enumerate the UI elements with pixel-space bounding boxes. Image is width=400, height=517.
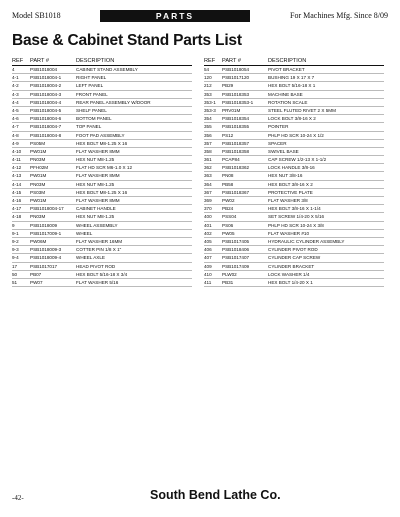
- col-part-header: PART #: [30, 58, 49, 64]
- table-row: [12, 189, 192, 197]
- parts-table-left: [12, 57, 192, 287]
- table-row: [12, 238, 192, 246]
- cell-part: PB31: [222, 279, 234, 285]
- cell-desc: HEX BOLT 5/16-18 X 1: [268, 83, 316, 89]
- cell-part: PB29: [222, 83, 234, 89]
- cell-desc: COTTER PIN 1/8 X 1": [76, 247, 122, 253]
- cell-desc: CYLINDER BRACKET: [268, 263, 315, 269]
- table-row: [204, 271, 384, 279]
- cell-desc: FLAT WASHER 16MM: [76, 238, 123, 244]
- table-header: [204, 57, 384, 66]
- cell-part: PB58: [222, 181, 234, 187]
- cell-part: PSB1018353: [222, 91, 250, 97]
- cell-desc: HEX BOLT 3/8-16 X 2: [268, 181, 313, 187]
- table-row: [204, 279, 384, 287]
- cell-desc: PHLP HD SCR 10-24 X 3/8: [268, 222, 324, 228]
- cell-desc: PIVOT BRACKET: [268, 67, 305, 72]
- table-row: [12, 91, 192, 99]
- cell-part: PCAP84: [222, 157, 240, 163]
- cell-part: PFH02M: [30, 165, 49, 171]
- cell-desc: REAR PANEL ASSEMBLY W/DOOR: [76, 99, 151, 105]
- cell-ref: 4-12: [12, 165, 22, 171]
- cell-part: PSB1018406: [222, 247, 250, 253]
- cell-part: PSB1018353-1: [222, 99, 254, 105]
- cell-part: PW07: [30, 279, 43, 285]
- cell-ref: 370: [204, 206, 212, 212]
- table-row: [12, 140, 192, 148]
- table-row: [204, 123, 384, 131]
- cell-desc: SET SCREW 1/4-20 X 5/16: [268, 214, 325, 220]
- table-row: [204, 181, 384, 189]
- cell-part: PSB1017409: [222, 263, 250, 269]
- table-row: [12, 197, 192, 205]
- cell-desc: CAP SCREW 1/2-13 X 1-1/2: [268, 157, 327, 163]
- table-row: [204, 230, 384, 238]
- cell-ref: 355: [204, 124, 212, 130]
- cell-ref: 407: [204, 255, 212, 261]
- cell-ref: 4-15: [12, 189, 22, 195]
- cell-desc: PROTECTIVE PLATE: [268, 189, 313, 195]
- col-desc-header: DESCRIPTION: [76, 58, 115, 64]
- cell-part: PSB1017407: [222, 255, 250, 261]
- cell-ref: 9-2: [12, 238, 19, 244]
- cell-ref: 9-4: [12, 255, 19, 261]
- cell-part: PSB1018355: [222, 124, 250, 130]
- cell-desc: SWIVEL BASE: [268, 148, 299, 154]
- cell-desc: CYLINDER CAP SCREW: [268, 255, 321, 261]
- model-label: Model SB1018: [12, 11, 61, 20]
- cell-part: PSB1017017: [30, 263, 58, 269]
- table-row: [12, 271, 192, 279]
- cell-part: PSB1018004-4: [30, 99, 62, 105]
- cell-desc: BOTTOM PANEL: [76, 116, 112, 122]
- cell-ref: 51: [12, 279, 18, 285]
- cell-ref: 9: [12, 222, 15, 228]
- cell-ref: 4-14: [12, 181, 22, 187]
- cell-part: PW06M: [30, 238, 47, 244]
- table-row: [204, 66, 384, 74]
- cell-part: PS03M: [30, 189, 46, 195]
- cell-ref: 401: [204, 222, 212, 228]
- cell-ref: 400: [204, 214, 212, 220]
- cell-desc: FLAT HD SCR M6-1.0 X 12: [76, 165, 132, 171]
- brand-logo: South Bend Lathe Co.: [150, 488, 281, 502]
- cell-ref: 361: [204, 157, 212, 163]
- cell-part: PSB1018004-17: [30, 206, 64, 212]
- cell-desc: HEX BOLT 3/8-16 X 1-1/4: [268, 206, 321, 212]
- cell-desc: WHEEL ASSEMBLY: [76, 222, 118, 228]
- cell-ref: 50: [12, 271, 18, 277]
- table-row: [12, 172, 192, 180]
- cell-part: PS05M: [30, 140, 46, 146]
- cell-ref: 364: [204, 181, 212, 187]
- table-row: [12, 123, 192, 131]
- cell-desc: ROTATION SCALE: [268, 99, 308, 105]
- cell-ref: 367: [204, 189, 212, 195]
- table-row: [204, 246, 384, 254]
- cell-ref: 405: [204, 238, 212, 244]
- cell-part: PS06: [222, 222, 234, 228]
- cell-part: PSB1018004-6: [30, 116, 62, 122]
- cell-part: PN03M: [30, 157, 46, 163]
- cell-ref: 4-11: [12, 157, 21, 163]
- cell-ref: 4-3: [12, 91, 19, 97]
- cell-ref: 353: [204, 91, 212, 97]
- cell-desc: FLAT WASHER 3/8: [268, 198, 308, 203]
- page-title: Base & Cabinet Stand Parts List: [12, 32, 242, 49]
- cell-desc: LEFT PANEL: [76, 83, 104, 89]
- cell-ref: 4-1: [12, 75, 19, 81]
- table-row: [12, 115, 192, 123]
- page-header: [12, 10, 388, 22]
- cell-ref: 9-3: [12, 247, 19, 253]
- table-row: [12, 279, 192, 287]
- cell-desc: FRONT PANEL: [76, 91, 108, 97]
- table-row: [12, 246, 192, 254]
- cell-desc: LOCK BOLT 3/8-16 X 2: [268, 116, 316, 122]
- cell-ref: 357: [204, 140, 212, 146]
- cell-part: PSB1018362: [222, 165, 250, 171]
- cell-ref: 411: [204, 279, 212, 285]
- table-row: [204, 91, 384, 99]
- cell-desc: SPACER: [268, 140, 287, 146]
- cell-part: PN03M: [30, 181, 46, 187]
- cell-desc: POINTER: [268, 124, 289, 130]
- cell-desc: HYDRAULIC CYLINDER ASSEMBLY: [268, 238, 345, 244]
- table-row: [12, 82, 192, 90]
- table-row: [12, 132, 192, 140]
- cell-ref: 406: [204, 247, 212, 253]
- table-row: [204, 132, 384, 140]
- cell-part: PSB1018009: [30, 222, 58, 228]
- table-body: [204, 66, 384, 287]
- section-banner: PARTS: [100, 10, 250, 22]
- cell-part: PS12: [222, 132, 234, 138]
- cell-desc: FLAT WASHER 5/16: [76, 279, 119, 285]
- cell-part: PSB1018009-3: [30, 247, 62, 253]
- cell-ref: 4-10: [12, 148, 22, 154]
- cell-desc: LOCK WASHER 1/4: [268, 271, 310, 277]
- cell-part: PN03M: [30, 214, 46, 220]
- cell-part: PSB1018357: [222, 140, 250, 146]
- cell-desc: HEX BOLT 5/16-18 X 3/4: [76, 271, 128, 277]
- table-row: [204, 222, 384, 230]
- cell-desc: FLAT WASHER #10: [268, 230, 310, 236]
- tagline: For Machines Mfg. Since 8/09: [290, 11, 388, 20]
- cell-ref: 212: [204, 83, 212, 89]
- table-row: [204, 197, 384, 205]
- table-row: [12, 213, 192, 221]
- table-row: [204, 156, 384, 164]
- cell-ref: 17: [12, 263, 18, 269]
- table-row: [204, 213, 384, 221]
- col-ref-header: REF: [12, 58, 24, 64]
- cell-part: PW02: [222, 198, 235, 203]
- cell-part: PW05: [222, 230, 235, 236]
- table-row: [12, 205, 192, 213]
- cell-ref: 353-3: [204, 107, 216, 113]
- cell-part: PSB1018358: [222, 148, 250, 154]
- table-row: [204, 115, 384, 123]
- cell-part: PSB1018004-1: [30, 75, 62, 81]
- cell-ref: 54: [204, 67, 210, 72]
- table-row: [204, 205, 384, 213]
- table-row: [204, 164, 384, 172]
- cell-ref: 4-9: [12, 140, 19, 146]
- cell-desc: STEEL FLUTED RIVET 2 X 5MM: [268, 107, 336, 113]
- parts-table-right: [204, 57, 384, 287]
- cell-ref: 356: [204, 132, 212, 138]
- cell-part: PW01M: [30, 198, 47, 203]
- cell-desc: FLAT WASHER 8MM: [76, 198, 120, 203]
- cell-ref: 4-13: [12, 173, 22, 179]
- cell-ref: 354: [204, 116, 212, 122]
- cell-desc: PHLP HD SCR 10-24 X 1/2: [268, 132, 324, 138]
- cell-part: PSB1017120: [222, 75, 250, 81]
- table-row: [12, 148, 192, 156]
- table-row: [204, 238, 384, 246]
- cell-part: PSS04: [222, 214, 237, 220]
- cell-part: PW01M: [30, 173, 47, 179]
- col-part-header: PART #: [222, 58, 241, 64]
- cell-part: PLW02: [222, 271, 237, 277]
- cell-desc: CABINET STAND ASSEMBLY: [76, 67, 138, 72]
- cell-desc: HEX NUT M8-1.25: [76, 157, 115, 163]
- cell-ref: 4-2: [12, 83, 19, 89]
- cell-desc: HEX BOLT M8-1.25 X 16: [76, 189, 128, 195]
- cell-part: PSB1018004-5: [30, 107, 62, 113]
- cell-desc: CABINET HANDLE: [76, 206, 116, 212]
- cell-part: PSB1018009-4: [30, 255, 62, 261]
- table-header: [12, 57, 192, 66]
- cell-ref: 358: [204, 148, 212, 154]
- cell-desc: TOP PANEL: [76, 124, 102, 130]
- cell-desc: HEX BOLT 1/4-20 X 1: [268, 279, 313, 285]
- cell-part: PB24: [222, 206, 234, 212]
- cell-part: PSB1018004: [30, 67, 58, 72]
- cell-desc: FLAT WASHER 8MM: [76, 148, 120, 154]
- table-row: [204, 107, 384, 115]
- table-row: [204, 82, 384, 90]
- table-row: [12, 254, 192, 262]
- cell-part: PSB1018367: [222, 189, 250, 195]
- cell-part: PSB1017405: [222, 238, 250, 244]
- cell-desc: HEX NUT 3/8-16: [268, 173, 303, 179]
- cell-part: PW01M: [30, 148, 47, 154]
- table-row: [12, 66, 192, 74]
- col-desc-header: DESCRIPTION: [268, 58, 307, 64]
- table-row: [204, 140, 384, 148]
- table-row: [204, 99, 384, 107]
- cell-part: PSB1018054: [222, 67, 250, 72]
- cell-ref: 369: [204, 198, 212, 203]
- cell-desc: HEX NUT M8-1.25: [76, 214, 115, 220]
- cell-ref: 4: [12, 67, 15, 72]
- cell-ref: 362: [204, 165, 212, 171]
- cell-part: PSB1018004-7: [30, 124, 62, 130]
- cell-desc: FOOT PAD ASSEMBLY: [76, 132, 125, 138]
- table-row: [204, 74, 384, 82]
- table-row: [12, 263, 192, 271]
- cell-ref: 402: [204, 230, 212, 236]
- cell-part: PB07: [30, 271, 42, 277]
- table-row: [12, 156, 192, 164]
- cell-desc: MACHINE BASE: [268, 91, 303, 97]
- cell-ref: 409: [204, 263, 212, 269]
- cell-part: PN08: [222, 173, 234, 179]
- cell-ref: 410: [204, 271, 212, 277]
- cell-part: PSB1017009-1: [30, 230, 62, 236]
- cell-desc: CYLINDER PIVOT ROD: [268, 247, 318, 253]
- cell-ref: 4-8: [12, 132, 19, 138]
- cell-ref: 4-7: [12, 124, 19, 130]
- cell-desc: HEX BOLT M8-1.25 X 16: [76, 140, 128, 146]
- cell-desc: HEX NUT M8-1.25: [76, 181, 115, 187]
- table-row: [12, 164, 192, 172]
- cell-ref: 9-1: [12, 230, 19, 236]
- cell-desc: SHELF PANEL: [76, 107, 107, 113]
- table-body: [12, 66, 192, 287]
- cell-desc: RIGHT PANEL: [76, 75, 107, 81]
- table-row: [204, 189, 384, 197]
- table-row: [204, 172, 384, 180]
- cell-part: PRV01M: [222, 107, 241, 113]
- table-row: [204, 263, 384, 271]
- table-row: [12, 107, 192, 115]
- cell-part: PSB1018004-8: [30, 132, 62, 138]
- cell-ref: 4-16: [12, 198, 22, 203]
- col-ref-header: REF: [204, 58, 216, 64]
- cell-ref: 4-6: [12, 116, 19, 122]
- cell-desc: WHEEL AXLE: [76, 255, 105, 261]
- cell-part: PSB1018004-2: [30, 83, 62, 89]
- table-row: [12, 74, 192, 82]
- cell-desc: LOCK HANDLE 3/8-16: [268, 165, 315, 171]
- cell-part: PSB1018004-3: [30, 91, 62, 97]
- cell-ref: 4-4: [12, 99, 19, 105]
- cell-part: PSB1018354: [222, 116, 250, 122]
- table-row: [12, 99, 192, 107]
- cell-ref: 120: [204, 75, 212, 81]
- cell-ref: 4-18: [12, 214, 22, 220]
- table-row: [204, 254, 384, 262]
- table-row: [12, 181, 192, 189]
- cell-ref: 353-1: [204, 99, 216, 105]
- table-row: [12, 230, 192, 238]
- cell-ref: 4-5: [12, 107, 19, 113]
- table-row: [204, 148, 384, 156]
- page-number: -42-: [12, 494, 24, 502]
- table-row: [12, 222, 192, 230]
- cell-desc: HEAD PIVOT ROD: [76, 263, 116, 269]
- cell-ref: 363: [204, 173, 212, 179]
- cell-desc: BUSHING 19 X 17 X 7: [268, 75, 315, 81]
- cell-desc: FLAT WASHER 8MM: [76, 173, 120, 179]
- cell-desc: WHEEL: [76, 230, 93, 236]
- cell-ref: 4-17: [12, 206, 22, 212]
